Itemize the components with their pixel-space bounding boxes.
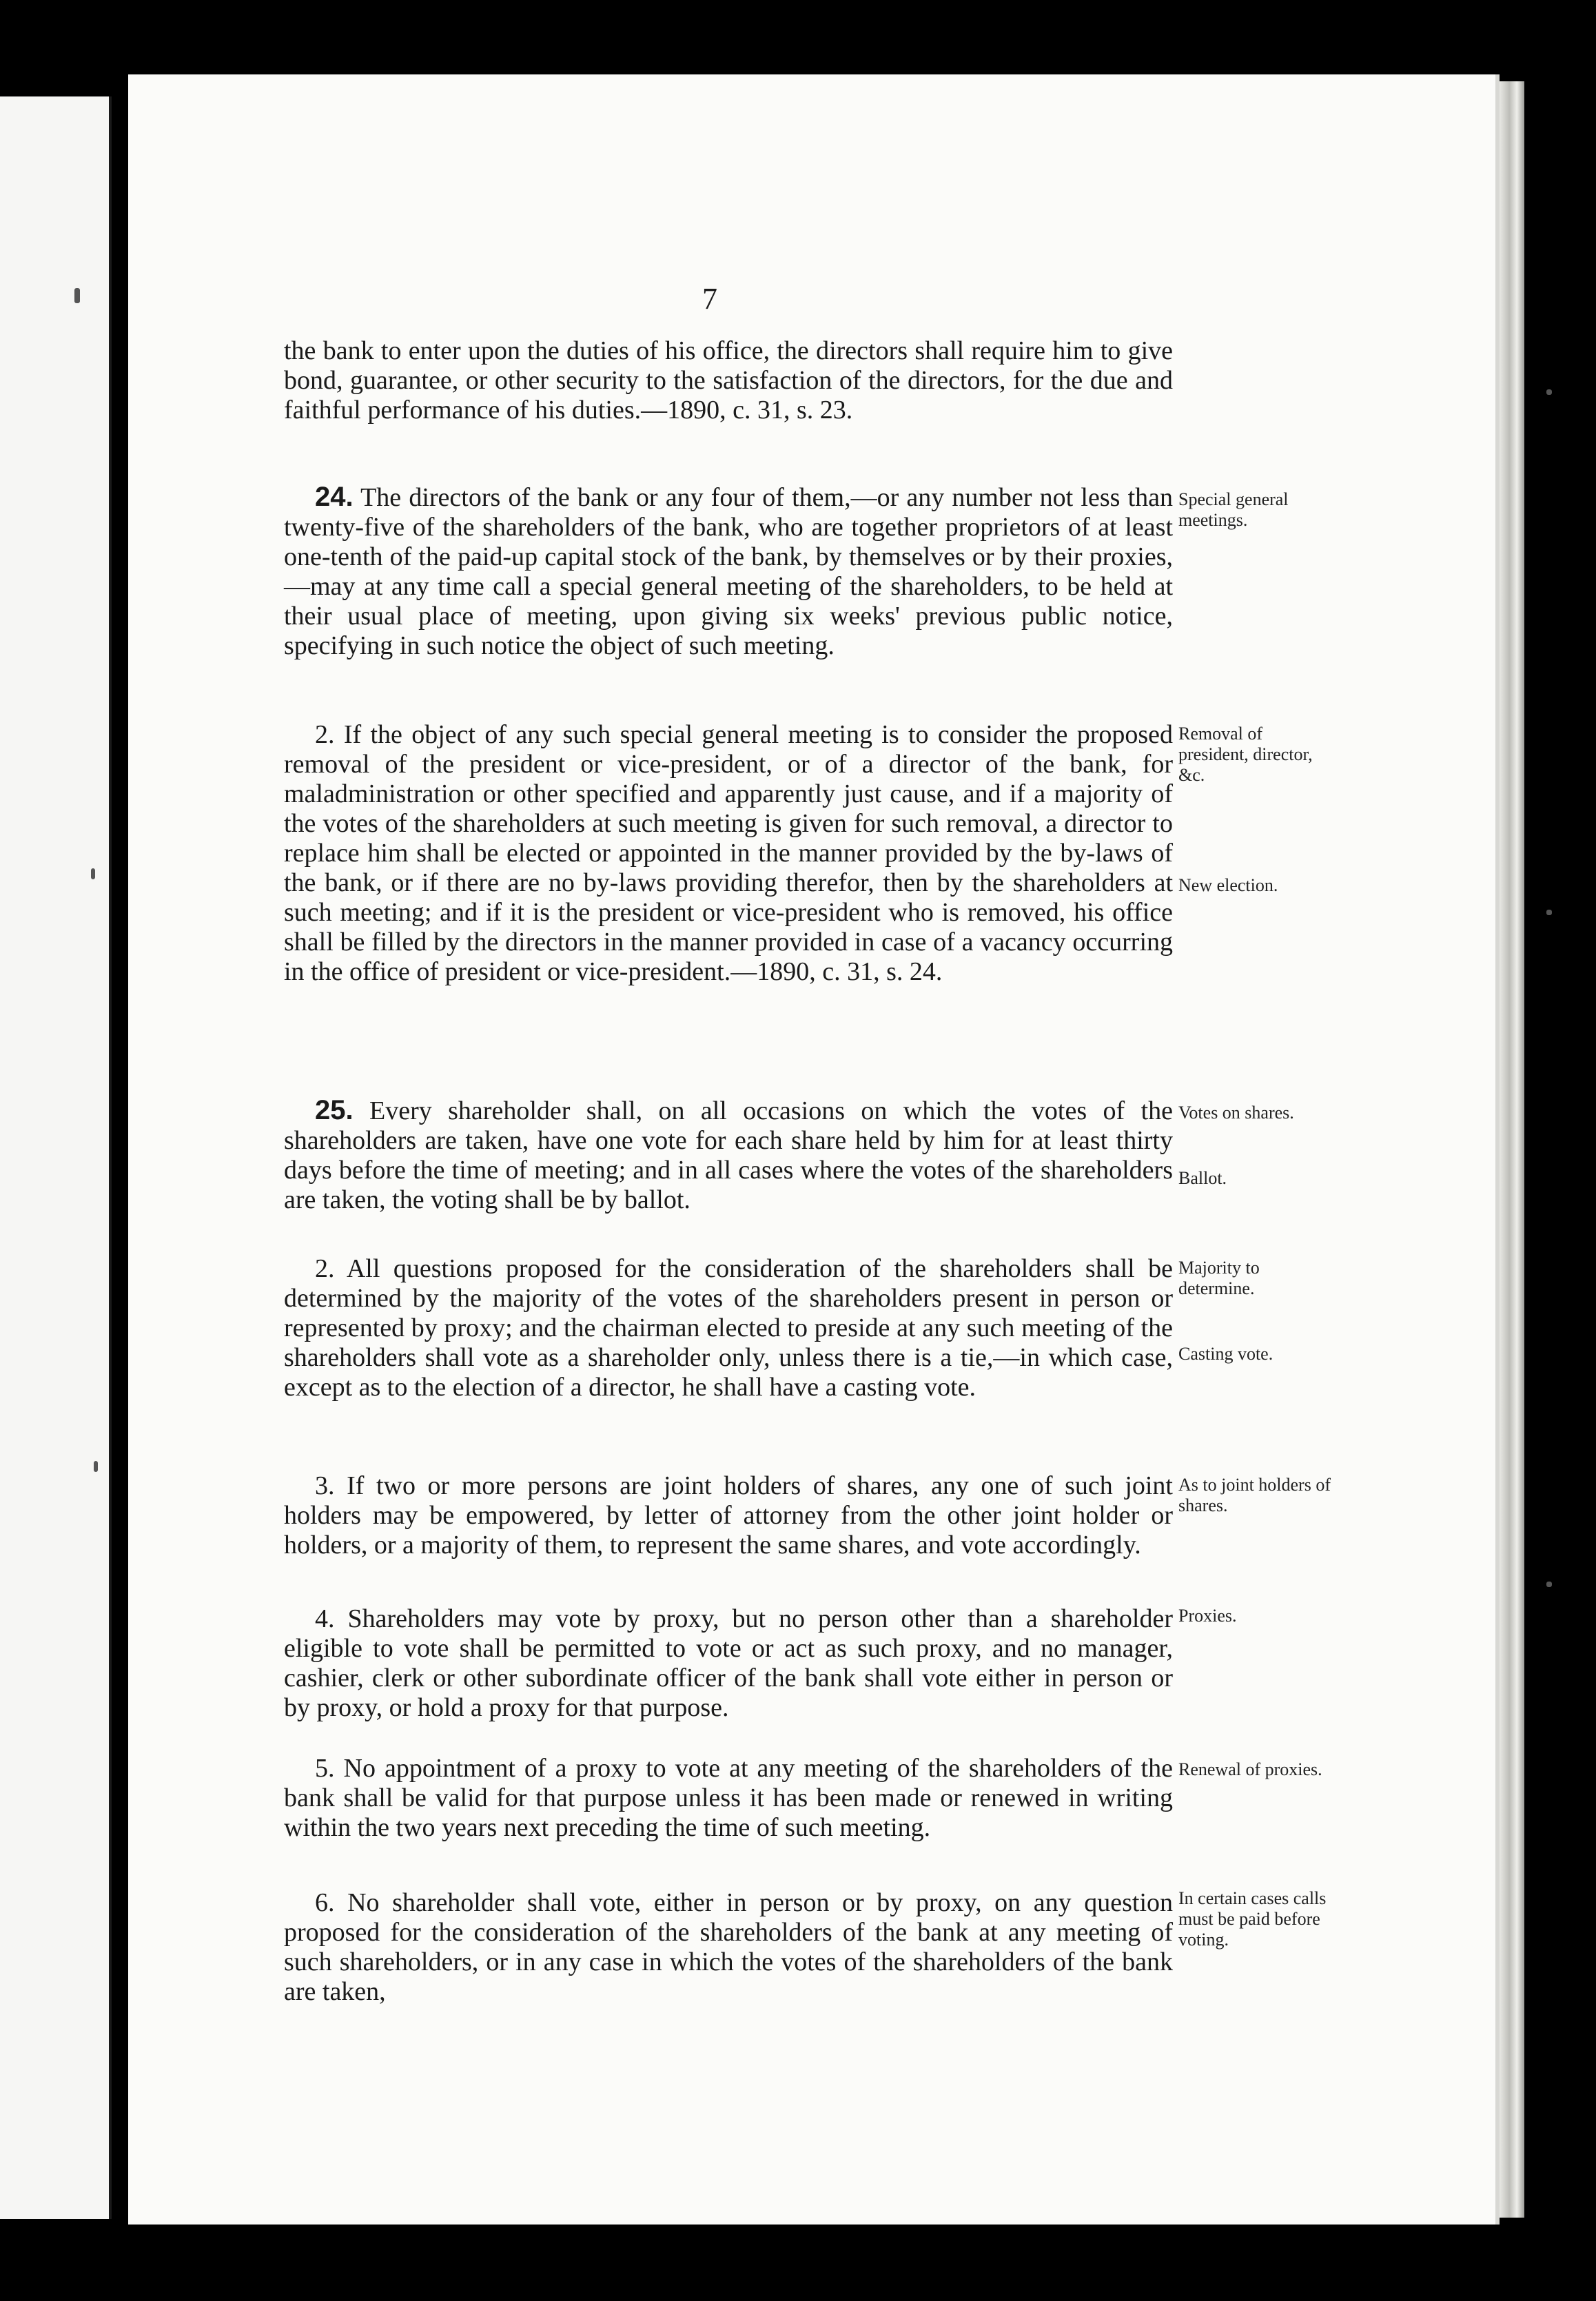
section-body: The directors of the bank or any four of them,—or any number not less than twenty-five of the shareholders of the bank, who are together proprietors of at least one-tenth of the paid-up capital stock of the bank, by themselves or by their proxies,—may at any time call a special general meeting of the shareholders, to be held at their usual place of meeting, upon giving six weeks' previous public notice, specifying in such notice the object of such meeting.: [284, 483, 1173, 660]
section-body: Every shareholder shall, on all occasions on which the votes of the shareholders are taken, have one vote for each share held by him for at least thirty days before the time of meeting; and in all cases where the votes of the shareholders are taken, the voting shall be by ballot.: [284, 1096, 1173, 1214]
scan-speck: [91, 868, 95, 879]
margin-note-removal: Removal of president, director, &c.: [1178, 724, 1313, 785]
paragraph-text: 2. If the object of any such special general meeting is to consider the proposed removal of the president or vice-president, or of a director of the bank, for maladministration or other specified and apparently just cause, and if a majority of the votes of the shareholders at such meeting is given for such removal, a director to replace him shall be elected or appointed in the manner provided by the by-laws of the bank, or if there are no by-laws providing therefor, then by the shareholders at such meeting; and if it is the president or vice-president who is removed, his office shall be filled by the directors in the manner provided in case of a vacancy occurring in the office of president or vice-president.—1890, c. 31, s. 24.: [284, 720, 1173, 986]
scan-speck: [94, 1461, 98, 1472]
scan-speck: [1546, 910, 1552, 915]
scan-speck: [1546, 389, 1552, 395]
paragraph-text: [284, 482, 1173, 661]
paragraph-section-24-2: [284, 720, 1173, 987]
margin-note-special-meetings: Special general meetings.: [1178, 489, 1289, 530]
page-stack-edge: [1500, 81, 1524, 2218]
margin-note-joint-holders: As to joint holders of shares.: [1178, 1475, 1331, 1515]
paragraph-section-25-6: [284, 1888, 1173, 2007]
paragraph-text: the bank to enter upon the duties of his office, the directors shall require him to give bond, guarantee, or other security to the satisfaction of the directors, for the due and faithful performance of his duties.—1890, c. 31, s. 23.: [284, 336, 1173, 425]
margin-note-majority: Majority to determine.: [1178, 1258, 1260, 1298]
facing-page-edge: [0, 96, 112, 2219]
page-number: 7: [702, 282, 717, 316]
paragraph-section-25-3: [284, 1471, 1173, 1560]
margin-note-votes-on-shares: Votes on shares.: [1178, 1103, 1294, 1123]
margin-note-casting-vote: Casting vote.: [1178, 1344, 1273, 1364]
paragraph-text: 4. Shareholders may vote by proxy, but no person other than a shareholder eligible to vote shall be permitted to vote or act as such proxy, and no manager, cashier, clerk or other subordinate officer of the bank shall vote either in person or by proxy, or hold a proxy for that purpose.: [284, 1604, 1173, 1722]
paragraph-text: 6. No shareholder shall vote, either in person or by proxy, on any question proposed for the consideration of the shareholders of the bank at any meeting of such shareholders, or in any case in which the votes of the shareholders of the bank are taken,: [284, 1888, 1173, 2006]
paragraph-section-25-4: [284, 1604, 1173, 1723]
paragraph-text: 2. All questions proposed for the consideration of the shareholders shall be determined by the majority of the votes of the shareholders present in person or represented by proxy; and the chairman elected to preside at any such meeting of the shareholders shall vote as a shareholder only, unless there is a tie,—in which case, except as to the election of a director, he shall have a casting vote.: [284, 1254, 1173, 1402]
margin-note-ballot: Ballot.: [1178, 1168, 1227, 1188]
paragraph-section-24: [284, 482, 1173, 661]
paragraph-section-25-2: [284, 1254, 1173, 1402]
paragraph-section-25: [284, 1096, 1173, 1215]
paragraph-continuation: [284, 336, 1173, 425]
paragraph-section-25-5: [284, 1754, 1173, 1843]
margin-note-proxies: Proxies.: [1178, 1606, 1237, 1626]
scan-speck: [74, 288, 80, 303]
margin-note-new-election: New election.: [1178, 875, 1278, 895]
paragraph-text: 3. If two or more persons are joint holders of shares, any one of such joint holders may be empowered, by letter of attorney from the other joint holder or holders, or a majority of them, to represent the same shares, and vote accordingly.: [284, 1471, 1173, 1559]
paragraph-text: [284, 1096, 1173, 1215]
margin-note-renewal: Renewal of proxies.: [1178, 1759, 1322, 1779]
paragraph-text: 5. No appointment of a proxy to vote at any meeting of the shareholders of the bank shall be valid for that purpose unless it has been made or renewed in writing within the two years next preceding the time of such meeting.: [284, 1754, 1173, 1842]
section-number: 25.: [315, 1095, 354, 1125]
scan-speck: [1546, 1582, 1552, 1587]
margin-note-calls-paid: In certain cases calls must be paid before voting.: [1178, 1888, 1327, 1950]
section-number: 24.: [315, 482, 354, 512]
